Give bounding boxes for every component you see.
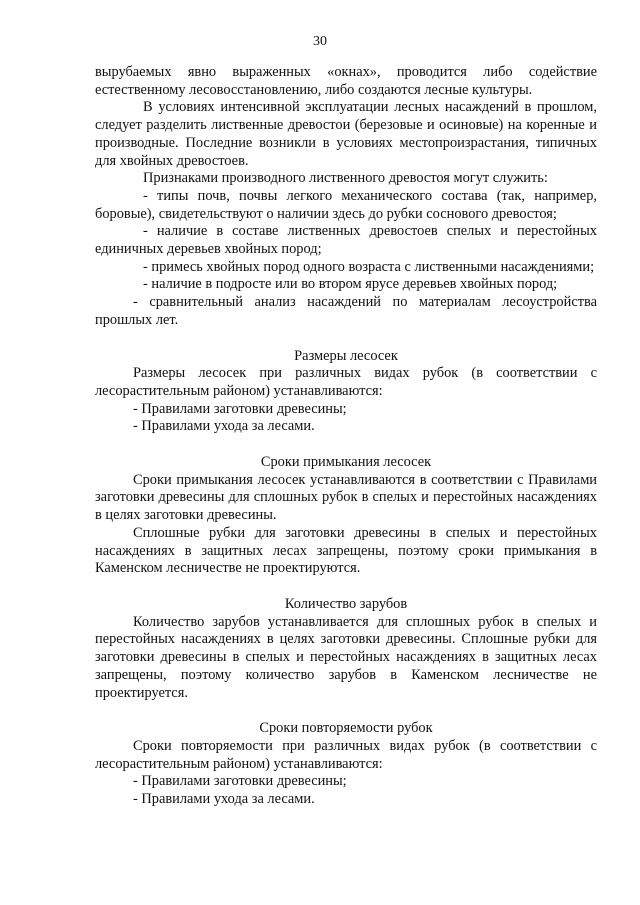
list-item: - Правилами ухода за лесами. bbox=[133, 418, 315, 435]
list-item: - Правилами ухода за лесами. bbox=[133, 791, 315, 808]
section-heading: Количество зарубов bbox=[284, 595, 408, 612]
paragraph: Сплошные рубки для заготовки древесины в спелых и перестойных насаждениях в защитных лесах запрещены, поэтому сроки примыкания в Каменском лесничестве не проектируются. bbox=[95, 524, 597, 577]
paragraph: Сроки примыкания лесосек устанавливаются в соответствии с Правилами заготовки древесины для сплошных рубок в спелых и перестойных насаждениях в целях заготовки древесины. bbox=[95, 471, 597, 524]
paragraph: Признаками производного лиственного древостоя могут служить: bbox=[143, 170, 548, 187]
page-number: 30 bbox=[313, 34, 327, 49]
list-item: - примесь хвойных пород одного возраста с лиственными насаждениями; bbox=[143, 258, 595, 275]
paragraph: вырубаемых явно выраженных «окнах», проводится либо содействие естественному лесовосстановлению, либо создаются лесные культуры. bbox=[95, 64, 597, 98]
section-heading: Сроки повторяемости рубок bbox=[259, 720, 433, 737]
list-item: - наличие в подросте или во втором ярусе деревьев хвойных пород; bbox=[143, 276, 558, 293]
paragraph: Количество зарубов устанавливается для сплошных рубок в спелых и перестойных насаждениях в целях заготовки древесины. Сплошные рубки для заготовки древесины в спелых и перестойных насаждениях в защитных лесах запрещены, поэтому количество зарубов в Каменском лесничестве не проектируется. bbox=[95, 613, 597, 701]
paragraph: Размеры лесосек при различных видах рубок (в соответствии с лесорастительным районом) устанавливаются: bbox=[95, 365, 597, 399]
section-heading: Сроки примыкания лесосек bbox=[260, 454, 432, 471]
list-item: - Правилами заготовки древесины; bbox=[133, 400, 347, 417]
document-body bbox=[95, 64, 597, 809]
list-item: - сравнительный анализ насаждений по материалам лесоустройства прошлых лет. bbox=[95, 294, 597, 328]
paragraph: Сроки повторяемости при различных видах рубок (в соответствии с лесорастительным районом) устанавливаются: bbox=[95, 737, 597, 772]
paragraph: В условиях интенсивной эксплуатации лесных насаждений в прошлом, следует разделить лиственные древостои (березовые и осиновые) на коренные и производные. Последние возникли в условиях местопроизрастания, типичных для хвойных древостоев. bbox=[95, 99, 597, 169]
list-item: - типы почв, почвы легкого механического состава (так, например, боровые), свидетельствуют о наличии здесь до рубки соснового древостоя; bbox=[95, 187, 597, 222]
section-heading: Размеры лесосек bbox=[294, 347, 398, 364]
list-item: - наличие в составе лиственных древостоев спелых и перестойных единичных деревьев хвойных пород; bbox=[95, 223, 597, 258]
list-item: - Правилами заготовки древесины; bbox=[133, 773, 347, 790]
